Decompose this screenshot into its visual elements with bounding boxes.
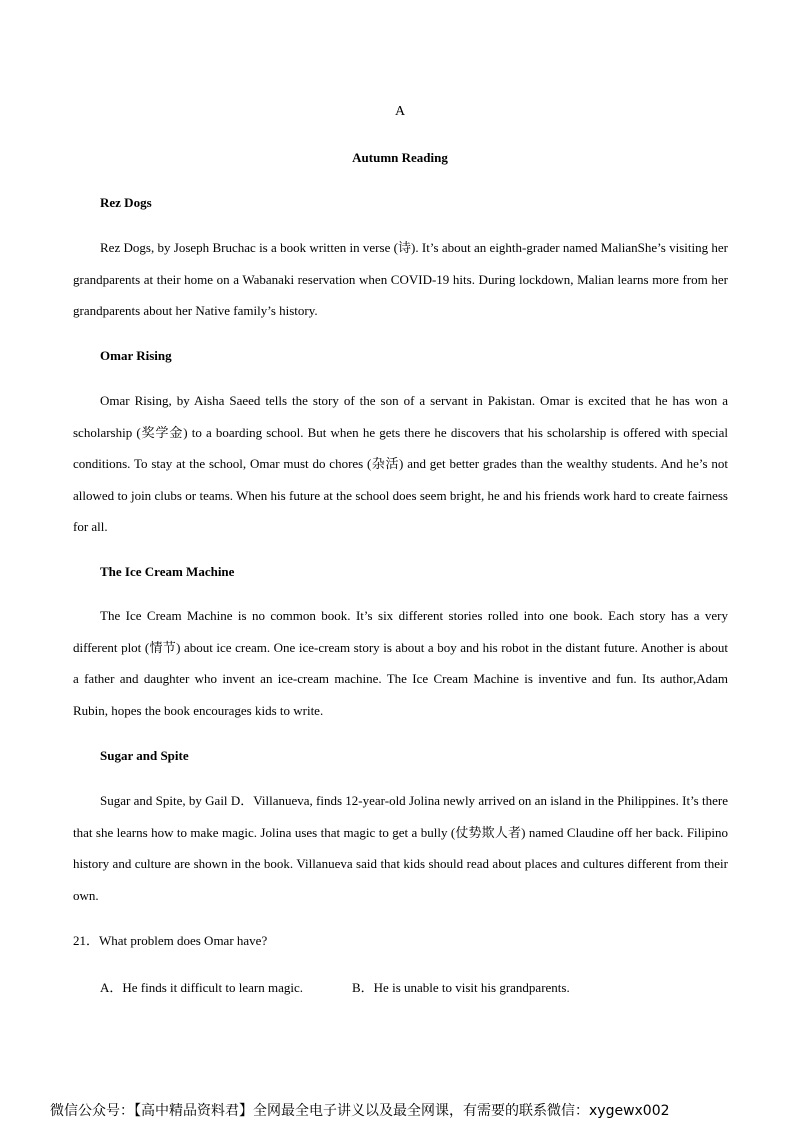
passage-label: A [394,104,406,119]
book-paragraph-omar-rising: Omar Rising, by Aisha Saeed tells the story of the son of a servant in Pakistan. Omar is excited that he has won a scholarship (奖学金) to a boarding school. But when he gets there he discovers that his scholarship is offered with special conditions. To stay at the school, Omar must do chores (杂活) and get better grades than the wealthy students. And he’s not allowed to join clubs or teams. When his future at the school does seem bright, he and his friends work hard to create fairness for all. [73,393,728,534]
page-title: Autumn Reading [352,150,448,165]
book-heading-sugar-and-spite: Sugar and Spite [100,748,189,763]
option-b: B．He is unable to visit his grandparents. [352,980,570,995]
book-heading-ice-cream-machine: The Ice Cream Machine [100,564,235,579]
book-paragraph-ice-cream-machine: The Ice Cream Machine is no common book. It’s six different stories rolled into one book. Each story has a very different plot (情节) about ice cream. One ice-cream story is about a boy and his robot in the distant future. Another is about a father and daughter who invent an ice-cream machine. The Ice Cream Machine is inventive and fun. Its author,Adam Rubin, hopes the book encourages kids to write. [73,608,728,718]
option-a: A．He finds it difficult to learn magic. [100,980,304,995]
book-paragraph-rez-dogs: Rez Dogs, by Joseph Bruchac is a book written in verse (诗). It’s about an eighth-grader named MalianShe’s visiting her grandparents at their home on a Wabanaki reservation when COVID-19 hits. During lockdown, Malian learns more from her grandparents about her Native family’s history. [73,240,728,318]
book-heading-omar-rising: Omar Rising [100,348,172,363]
book-paragraph-sugar-and-spite: Sugar and Spite, by Gail D．Villanueva, finds 12-year-old Jolina newly arrived on an island in the Philippines. It’s there that she learns how to make magic. Jolina uses that magic to get a bully (仗势欺人者) named Claudine off her back. Filipino history and culture are shown in the book. Villanueva said that kids should read about places and cultures different from their own. [73,793,728,903]
footer-watermark: 微信公众号：【高中精品资料君】全网最全电子讲义以及最全网课，有需要的联系微信：xygewx002 [50,1103,670,1119]
question-21: 21．What problem does Omar have? [73,933,268,948]
book-heading-rez-dogs: Rez Dogs [100,195,152,210]
